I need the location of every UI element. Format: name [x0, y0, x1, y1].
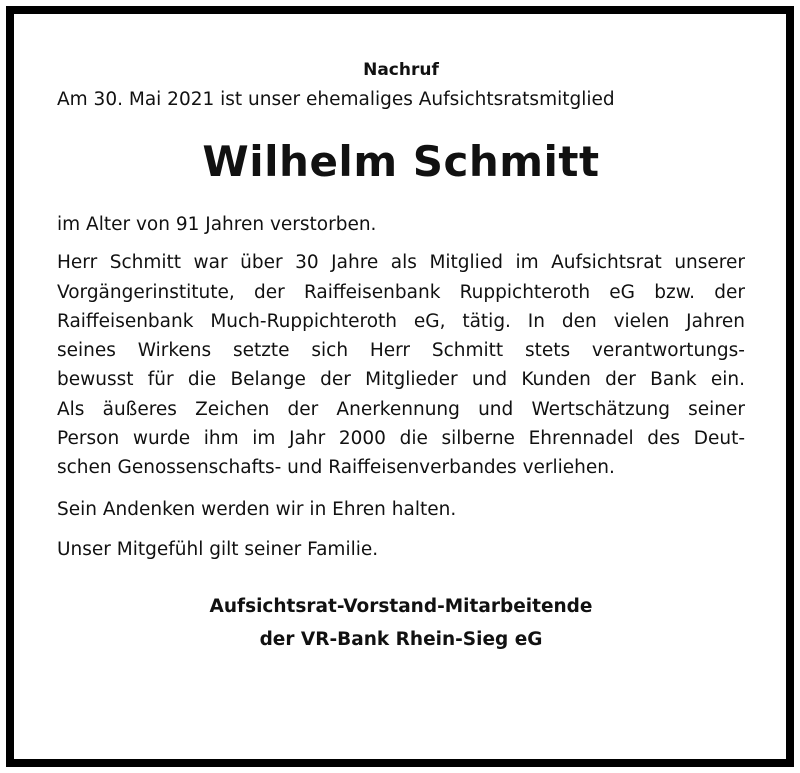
body-line: Herr Schmitt war über 30 Jahre als Mitglied im Aufsichtsrat unserer: [57, 252, 745, 274]
body-paragraph: [57, 248, 745, 482]
body-line: Raiffeisenbank Much-Ruppichteroth eG, tätig. In den vielen Jahren: [57, 310, 745, 332]
deceased-name: Wilhelm Schmitt: [202, 137, 600, 186]
remembrance-text: Sein Andenken werden wir in Ehren halten.: [57, 498, 457, 520]
sympathy-text: Unser Mitgefühl gilt seiner Familie.: [57, 538, 379, 560]
body-line: Person wurde ihm im Jahr 2000 die silberne Ehrennadel des Deut-: [57, 428, 745, 450]
intro-text: Am 30. Mai 2021 ist unser ehemaliges Aufsichtsratsmitglied: [57, 89, 615, 110]
body-line: schen Genossenschafts- und Raiffeisenverbandes verliehen.: [57, 457, 615, 479]
signature-line-1: Aufsichtsrat-Vorstand-Mitarbeitende: [209, 596, 593, 618]
age-text: im Alter von 91 Jahren verstorben.: [57, 214, 377, 235]
body-line: bewusst für die Belange der Mitglieder und Kunden der Bank ein.: [57, 369, 745, 391]
body-line: seines Wirkens setzte sich Herr Schmitt stets verantwortungs-: [57, 340, 745, 362]
body-line: Als äußeres Zeichen der Anerkennung und Wertschätzung seiner: [57, 398, 745, 420]
notice-heading: Nachruf: [363, 60, 439, 80]
body-line: Vorgängerinstitute, der Raiffeisenbank Ruppichteroth eG bzw. der: [57, 281, 745, 303]
signature-line-2: der VR-Bank Rhein-Sieg eG: [259, 629, 543, 651]
obituary-notice: [57, 56, 745, 656]
